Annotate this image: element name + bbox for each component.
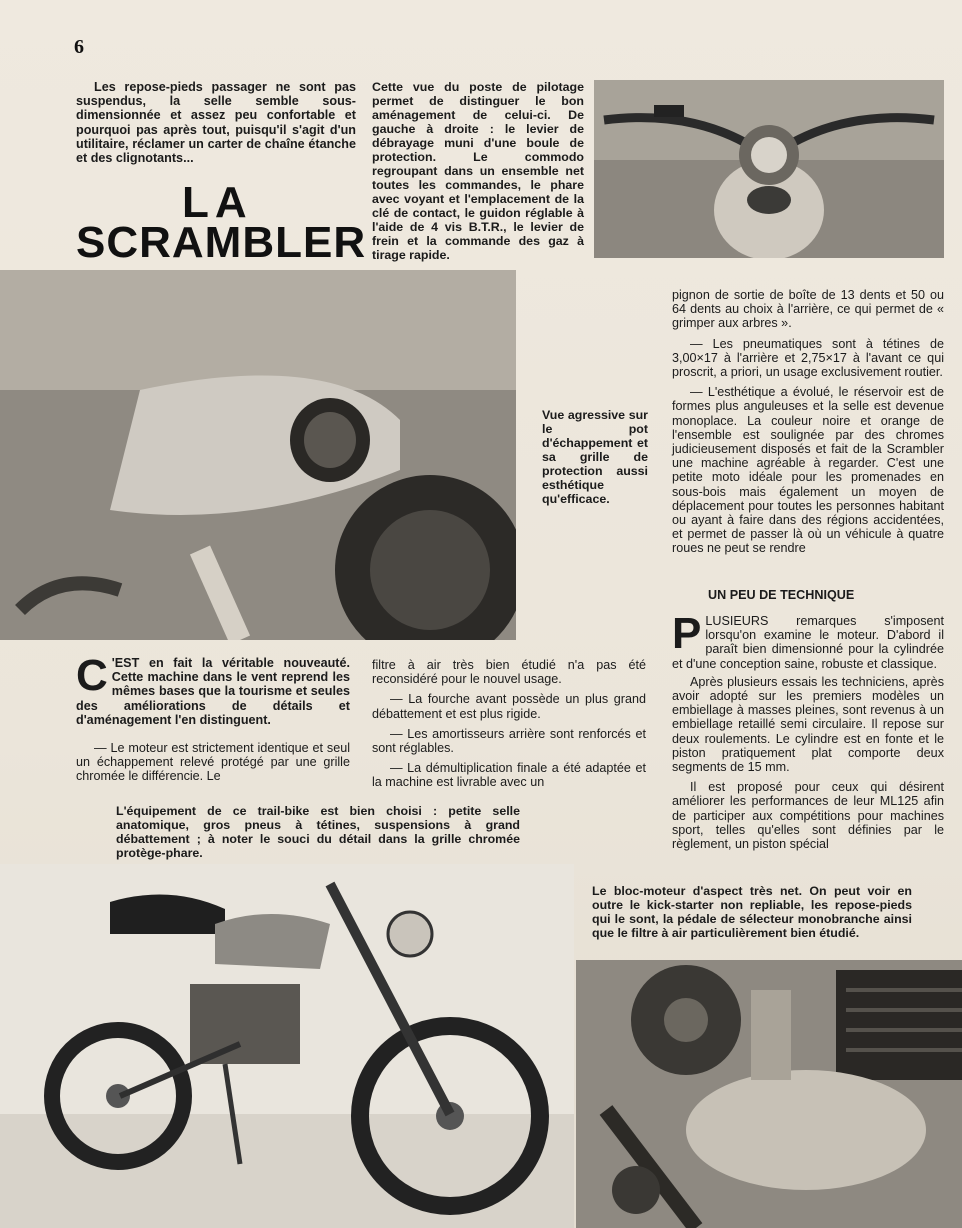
photo-engine <box>576 960 962 1228</box>
caption-exhaust: Vue agressive sur le pot d'échappement et sa grille de protection aussi esthétique qu'efficace. <box>542 408 648 506</box>
col2-paragraph-4: — La démultiplication finale a été adaptée et la machine est livrable avec un <box>372 761 646 790</box>
col2-paragraph-3: — Les amortisseurs arrière sont renforcés et sont réglables. <box>372 726 646 756</box>
column-3-text <box>672 288 944 562</box>
col2-paragraph-1: filtre à air très bien étudié n'a pas été reconsidéré pour le nouvel usage. <box>372 658 646 687</box>
photo-motorcycle <box>0 864 574 1228</box>
engine-photo-graphic <box>576 960 962 1228</box>
technique-paragraph-2: Après plusieurs essais les techniciens, après avoir adopté sur les premiers modèles un embiellage à masses pleines, sont revenus à un embiellage retaillé semi circulaire. Il repose sur deux roulements. Le cylindre est en fonte et le piston pratiquement plat comporte deux segments de 15 mm. <box>672 674 944 775</box>
col1-dropcap: C <box>76 651 108 700</box>
technique-text <box>672 609 944 857</box>
page-number: 6 <box>74 36 84 58</box>
tech-dropcap: P <box>672 609 702 658</box>
col1-lead <box>76 651 350 727</box>
col2-paragraph-2: — La fourche avant possède un plus grand débattement et est plus rigide. <box>372 692 646 721</box>
technique-paragraph-3: Il est proposé pour ceux qui désirent améliorer les performances de leur ML125 afin de participer aux compétitions pour machines sport, telles qu'elles sont définies par le règlement, un piston spécial <box>672 780 944 852</box>
photo-cockpit <box>594 80 944 258</box>
title-line-1: LA <box>182 178 253 227</box>
caption-engine: Le bloc-moteur d'aspect très net. On peut voir en outre le kick-starter non repliable, les repose-pieds qui le sont, la pédale de sélecteur monobranche ainsi que le filtre à air particulièrement bien étudié. <box>592 884 912 940</box>
col1-lead-text: 'EST en fait la véritable nouveauté. Cette machine dans le vent reprend les mêmes bases que la tourisme et seules des améliorations de détails et d'aménagement l'en distinguent. <box>76 656 350 727</box>
handlebar-photo-graphic <box>594 80 944 258</box>
exhaust-photo-graphic <box>0 270 516 640</box>
photo-exhaust <box>0 270 516 640</box>
col3-paragraph-2: — Les pneumatiques sont à tétines de 3,00×17 à l'arrière et 2,75×17 à l'avant ce qui proscrit, a priori, un usage exclusivement routier. <box>672 336 944 380</box>
intro-paragraph <box>76 80 356 171</box>
caption-equipment: L'équipement de ce trail-bike est bien choisi : petite selle anatomique, gros pneus à tétines, suspensions à grand débattement ; à noter le souci du détail dans la grille chromée protège-phare. <box>116 804 520 860</box>
section-title: UN PEU DE TECHNIQUE <box>708 588 855 602</box>
column-2-text <box>372 658 646 796</box>
col1-paragraph-2: — Le moteur est strictement identique et seul un échappement relevé protégé par une grille chromée le différencie. Le <box>76 741 350 784</box>
col3-paragraph-3: — L'esthétique a évolué, le réservoir est de formes plus anguleuses et la selle est devenue monoplace. La couleur noire et orange de l'ensemble est soulignée par des chromes judicieusement disposés et fait de la Scrambler une machine agréable à regarder. C'est une petite moto idéale pour les promenades en sous-bois mais également un moyen de déplacement pour toutes les personnes habitant ou ayant à faire dans des régions accidentées, et permet de passer là où un véhicule à quatre roues ne peut se rendre <box>672 385 944 556</box>
title-line-2: SCRAMBLER <box>76 218 367 267</box>
column-1-text <box>76 651 350 790</box>
intro-text: Les repose-pieds passager ne sont pas suspendus, la selle semble sous-dimensionnée et assez peu confortable et pourquoi pas après tout, puisqu'il s'agit d'un utilitaire, réclamer un carter de chaîne étanche et des clignotants... <box>76 80 356 166</box>
col3-paragraph-1: pignon de sortie de boîte de 13 dents et 50 ou 64 dents au choix à l'arrière, ce qui permet de « grimper aux arbres ». <box>672 288 944 331</box>
motorcycle-photo-graphic <box>0 864 574 1228</box>
technique-paragraph-1 <box>672 609 944 671</box>
tech-p1-text: LUSIEURS remarques s'imposent lorsqu'on examine le moteur. D'abord il paraît bien dimensionné pour la cylindrée et d'une conception saine, robuste et classique. <box>672 614 944 671</box>
caption-cockpit: Cette vue du poste de pilotage permet de distinguer le bon aménagement de celui-ci. De gauche à droite : le levier de débrayage muni d'une boule de protection. Le commodo regroupant dans un ensemble net toutes les commandes, le phare avec voyant et l'emplacement de la clé de contact, le guidon réglable à l'aide de 4 vis B.T.R., le levier de frein et la commande des gaz à tirage rapide. <box>372 80 584 262</box>
